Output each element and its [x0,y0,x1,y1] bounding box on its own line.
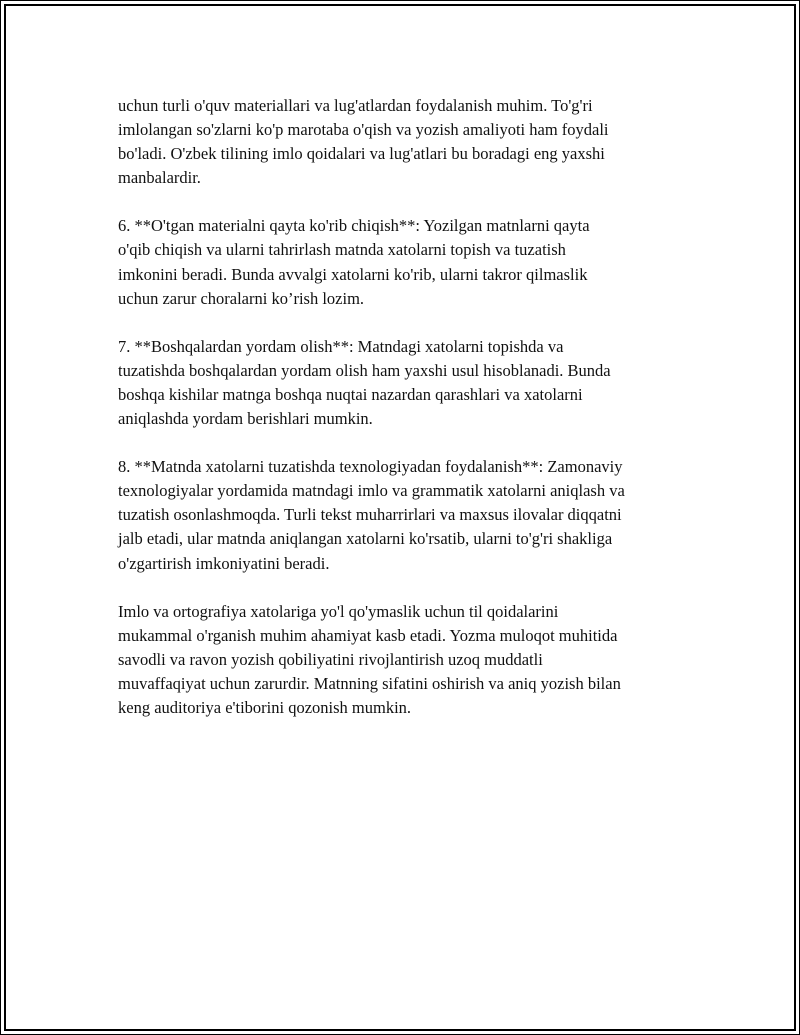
text-line: uchun turli o'quv materiallari va lug'atlardan foydalanish muhim. To'g'ri [118,96,593,115]
text-line: boshqa kishilar matnga boshqa nuqtai nazardan qarashlari va xatolarni [118,384,583,404]
paragraph-lug-atlar [118,94,693,190]
text-line: jalb etadi, ular matnda aniqlangan xatolarni ko'rsatib, ularni to'g'ri shakliga [118,529,613,549]
paragraph-item-6 [118,214,693,310]
text-line: imkonini beradi. Bunda avvalgi xatolarni ko'rib, ularni takror qilmaslik [118,264,588,284]
document-body [118,94,693,744]
text-line: 7. **Boshqalardan yordam olish**: Matndagi xatolarni topishda va [118,336,564,356]
text-line: o'zgartirish imkoniyatini beradi. [118,553,330,573]
text-line: manbalardir. [118,168,201,188]
text-line: tuzatishda boshqalardan yordam olish ham yaxshi usul hisoblanadi. Bunda [118,360,611,380]
paragraph-conclusion [118,600,693,720]
text-line: 6. **O'tgan materialni qayta ko'rib chiqish**: Yozilgan matnlarni qayta [118,216,590,236]
paragraph-item-8 [118,455,693,575]
text-line: savodli va ravon yozish qobiliyatini rivojlantirish uzoq muddatli [118,649,543,669]
text-line: muvaffaqiyat uchun zarurdir. Matnning sifatini oshirish va aniq yozish bilan [118,673,621,693]
text-line: o'qib chiqish va ularni tahrirlash matnda xatolarni topish va tuzatish [118,240,566,260]
text-line: uchun zarur choralarni ko’rish lozim. [118,288,365,308]
text-line: keng auditoriya e'tiborini qozonish mumkin. [118,697,412,717]
text-line: Imlo va ortografiya xatolariga yo'l qo'ymaslik uchun til qoidalarini [118,601,559,621]
text-line: tuzatish osonlashmoqda. Turli tekst muharrirlari va maxsus ilovalar diqqatni [118,505,622,525]
text-line: 8. **Matnda xatolarni tuzatishda texnologiyadan foydalanish**: Zamonaviy [118,457,623,477]
paragraph-item-7 [118,335,693,431]
text-line: bo'ladi. O'zbek tilining imlo qoidalari va lug'atlari bu boradagi eng yaxshi [118,144,605,164]
text-line: texnologiyalar yordamida matndagi imlo va grammatik xatolarni aniqlash va [118,481,625,501]
text-line: aniqlashda yordam berishlari mumkin. [118,409,373,429]
text-line: imlolangan so'zlarni ko'p marotaba o'qish va yozish amaliyoti ham foydali [118,120,609,140]
text-line: mukammal o'rganish muhim ahamiyat kasb etadi. Yozma muloqot muhitida [118,625,618,645]
